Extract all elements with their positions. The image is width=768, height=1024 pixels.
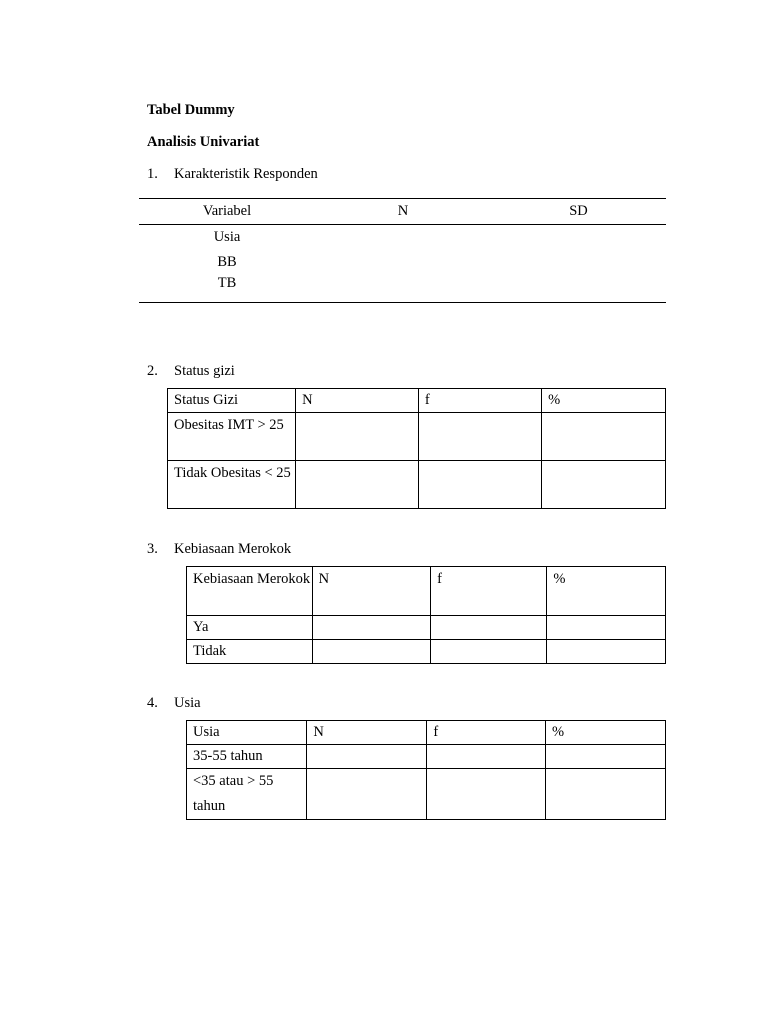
header-cell: N [296,389,419,413]
section-heading: Analisis Univariat [147,134,260,150]
table-header-row [187,721,666,745]
row-label: Tidak [187,640,313,664]
row-label: TB [217,275,237,291]
header-cell: % [545,721,665,745]
section-number: 3. [147,541,158,557]
header-cell: % [542,389,666,413]
document-title: Tabel Dummy [147,102,235,118]
row-label: Tidak Obesitas < 25 [168,461,296,509]
row-label: Usia [213,229,241,245]
section-label: Karakteristik Responden [174,166,318,182]
table-cell [427,769,546,820]
section-4-heading [147,695,201,712]
section-3-heading [147,541,291,558]
table-cell [307,745,427,769]
section-number: 2. [147,363,158,379]
table-cell [545,769,665,820]
table-cell [315,250,491,275]
row-label: Obesitas IMT > 25 [168,413,296,461]
table-row [187,769,666,820]
header-cell: Status Gizi [168,389,296,413]
table-cell [307,769,427,820]
section-label: Status gizi [174,363,235,379]
table-cell [547,616,666,640]
table-cell [547,640,666,664]
section-label: Kebiasaan Merokok [174,541,292,557]
section-number: 1. [147,166,158,182]
header-cell: f [431,567,547,616]
table-status-gizi [167,388,666,509]
row-label: 35-55 tahun [187,745,307,769]
header-cell: SD [569,203,588,219]
table-kebiasaan-merokok [186,566,666,664]
table-cell [542,461,666,509]
header-cell: Kebiasaan Merokok [187,567,313,616]
table-cell [418,413,541,461]
table-cell [545,745,665,769]
row-label: Ya [187,616,313,640]
table-header-row [187,567,666,616]
section-1-heading [147,166,318,183]
table-row [139,250,666,275]
table-cell [491,225,666,251]
table-header-row [139,199,666,225]
header-cell: N [397,203,409,219]
table-header-row [168,389,666,413]
table-row [139,225,666,251]
header-cell: N [312,567,430,616]
header-cell: f [427,721,546,745]
header-cell: N [307,721,427,745]
table-cell [296,461,419,509]
table-row [187,745,666,769]
table-cell [427,745,546,769]
table-cell [542,413,666,461]
section-2-heading [147,363,235,380]
table-row [168,461,666,509]
header-cell: % [547,567,666,616]
table-cell [315,225,491,251]
table-row [187,616,666,640]
row-label: BB [217,254,237,270]
header-cell: f [418,389,541,413]
table-cell [312,640,430,664]
table-row [168,413,666,461]
table-cell [312,616,430,640]
table-cell [296,413,419,461]
header-cell: Variabel [202,203,252,219]
table-cell [431,616,547,640]
section-label: Usia [174,695,201,711]
table-cell [491,250,666,275]
header-cell: Usia [187,721,307,745]
table-cell [418,461,541,509]
table-karakteristik-responden [139,198,666,303]
table-row [187,640,666,664]
table-cell [431,640,547,664]
section-number: 4. [147,695,158,711]
table-usia [186,720,666,820]
table-cell [315,275,491,303]
row-label: <35 atau > 55 tahun [187,769,307,820]
table-cell [491,275,666,303]
table-row [139,275,666,303]
